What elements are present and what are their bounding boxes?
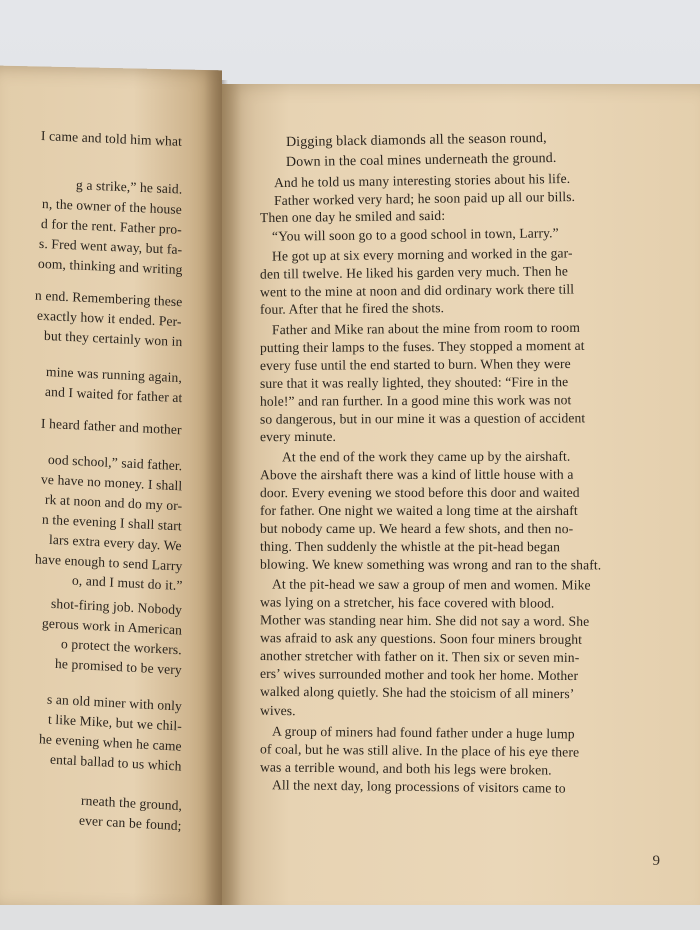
right-text-line: every minute. — [259, 428, 337, 445]
left-text-line: mine was running again, — [45, 363, 183, 386]
left-text-line: I came and told him what — [40, 128, 183, 149]
left-text-line: he promised to be very — [55, 655, 183, 678]
left-text-line: g a strike,” he said. — [75, 177, 183, 197]
left-text-line: n end. Remembering these — [34, 287, 183, 310]
left-text-line: and I waited for father at — [44, 383, 183, 406]
right-text-line: Then one day he smiled and said: — [259, 207, 446, 226]
left-text-line: ental ballad to us which — [50, 751, 183, 774]
left-text-line: exactly how it ended. Per- — [37, 307, 183, 330]
right-text-line: den till twelve. He liked his garden very much. Then he — [259, 263, 569, 282]
right-text-line: putting their lamps to the fuses. They stopped a moment at — [259, 337, 585, 356]
right-text-line: And he told us many interesting stories about his life. — [273, 170, 571, 191]
right-text-line: walked along quietly. She had the stoicism of all miners’ — [259, 683, 575, 702]
right-text-line: was a terrible wound, and both his legs were broken. — [259, 759, 552, 778]
right-text-line: ers’ wives surrounded mother and took her home. Mother — [259, 665, 579, 684]
left-text-line: o, and I must do it.” — [71, 572, 183, 594]
right-text-line: blowing. We knew something was wrong and ran to the shaft. — [259, 556, 602, 573]
left-text-line: o protect the workers. — [61, 636, 183, 658]
left-text-line: d for the rent. Father pro- — [41, 215, 183, 238]
right-text-line: went to the mine at noon and did ordinary work there till — [259, 281, 575, 300]
right-text-line: Father and Mike ran about the mine from room to room — [271, 319, 581, 338]
right-text-line: At the pit-head we saw a group of men and women. Mike — [271, 576, 591, 593]
left-text-line: gerous work in American — [41, 615, 183, 638]
left-text-line: rneath the ground, — [80, 792, 183, 814]
right-text-line: door. Every evening we stood before this door and waited — [259, 484, 580, 501]
right-text-line: every fuse until the end started to burn. When they were — [259, 355, 571, 374]
left-text-line: ever can be found; — [79, 812, 183, 834]
right-text-line: hole!” and ran further. In a good mine this work was not — [259, 392, 572, 409]
right-text-line: but nobody came up. We heard a few shots, and then no- — [259, 520, 574, 537]
left-text-line: I heard father and mother — [41, 415, 183, 438]
right-text-line: sure that it was really lighted, they shouted: “Fire in the — [259, 374, 569, 391]
left-text-line: ood school,” said father. — [47, 451, 183, 474]
left-page — [0, 66, 222, 916]
right-text-line: thing. Then suddenly the whistle at the pit-head began — [259, 538, 561, 555]
right-text-line: was lying on a stretcher, his face covered with blood. — [259, 594, 555, 611]
page-number: 9 — [652, 853, 660, 869]
right-text-line: All the next day, long processions of visitors came to — [271, 777, 566, 796]
left-text-line: t like Mike, but we chil- — [47, 711, 183, 734]
right-text-line: At the end of the work they came up by the airshaft. — [281, 448, 571, 465]
right-page — [222, 84, 700, 920]
right-text-line: another stretcher with father on it. Then six or seven min- — [259, 648, 580, 665]
left-text-line: he evening when he came — [39, 731, 183, 754]
right-text-line: so dangerous, but in our mine it was a question of accident — [259, 410, 586, 427]
left-text-line: s an old miner with only — [46, 691, 183, 714]
left-text-line: lars extra every day. We — [49, 531, 183, 554]
left-text-line: oom, thinking and writing — [37, 255, 183, 278]
left-text-line: n, the owner of the house — [41, 196, 183, 217]
left-text-line: but they certainly won in — [43, 327, 183, 350]
right-text-line: four. After that he fired the shots. — [259, 300, 445, 317]
right-text-line: Digging black diamonds all the season round, — [285, 130, 547, 151]
background-surface — [0, 905, 700, 930]
right-text-line: Mother was standing near him. She did not say a word. She — [259, 612, 590, 629]
right-text-line: “You will soon go to a good school in town, Larry.” — [271, 225, 559, 244]
left-text-line: rk at noon and do my or- — [44, 491, 183, 514]
right-text-line: A group of miners had found father under a huge lump — [271, 723, 575, 742]
right-text-line: He got up at six every morning and worked in the gar- — [271, 245, 573, 264]
right-text-line: Down in the coal mines underneath the ground. — [285, 150, 557, 171]
left-text-line: shot-firing job. Nobody — [50, 595, 183, 618]
right-text-line: was afraid to ask any questions. Soon four miners brought — [259, 630, 583, 647]
right-text-line: for father. One night we waited a long time at the airshaft — [259, 502, 578, 519]
right-text-line: of coal, but he was still alive. In the place of his eye there — [259, 741, 580, 760]
left-text-line: have enough to send Larry — [34, 551, 183, 574]
left-text-line: ve have no money. I shall — [40, 471, 183, 494]
right-text-line: Father worked very hard; he soon paid up all our bills. — [273, 188, 576, 209]
left-text-line: n the evening I shall start — [42, 511, 183, 534]
right-text-line: Above the airshaft there was a kind of little house with a — [259, 466, 574, 483]
left-text-line: s. Fred went away, but fa- — [38, 235, 183, 258]
right-text-line: wives. — [259, 702, 296, 719]
